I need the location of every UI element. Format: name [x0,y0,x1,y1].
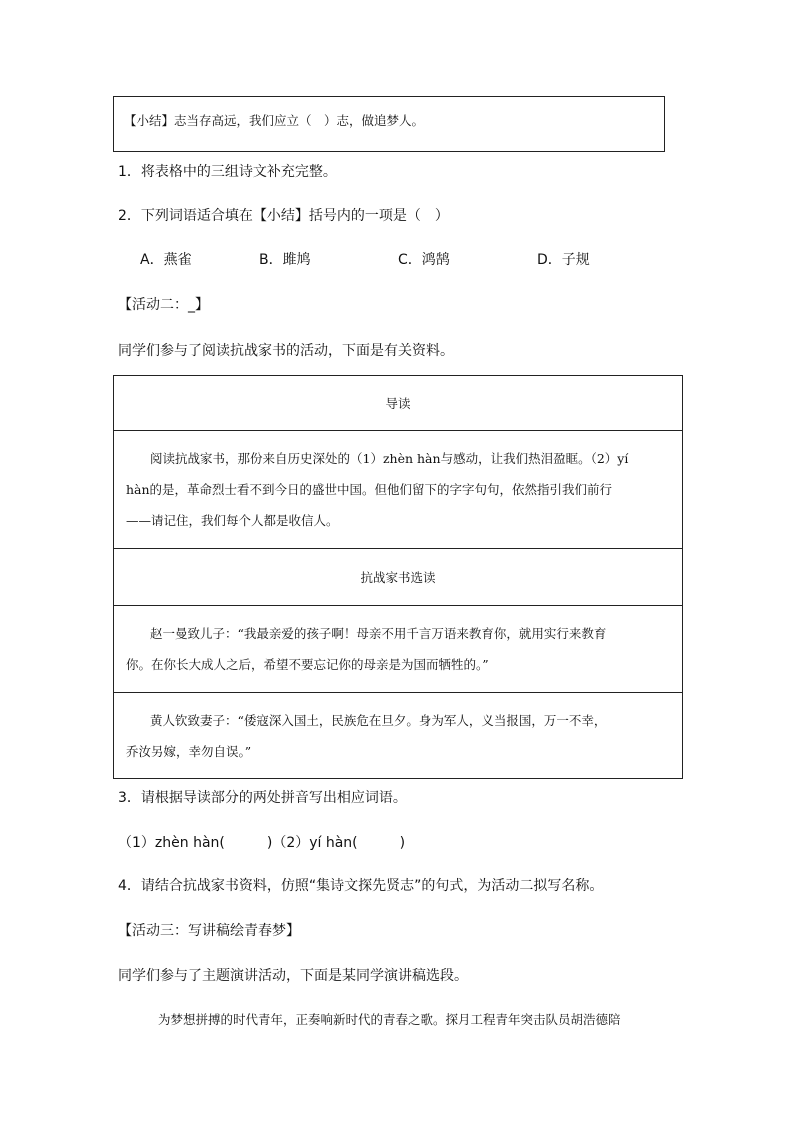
guide-cell [114,431,683,549]
question-1: 1．将表格中的三组诗文补充完整。 [118,164,337,180]
letter-line: 乔汝另嫁，幸勿自误。” [126,743,252,759]
letter-1-paragraph [126,618,670,680]
activity-2-title: 【活动二：_】 [118,297,209,313]
question-3: 3．请根据导读部分的两处拼音写出相应词语。 [118,790,407,806]
summary-text: 【小结】志当存高远，我们应立（ ）志，做追梦人。 [124,113,425,128]
letter-line: 赵一曼致儿子：“我最亲爱的孩子啊！母亲不用千言万语来教育你，就用实行来教育 [150,626,607,641]
letter-line: 你。在你长大成人之后，希望不要忘记你的母亲是为国而牺牲的。” [126,657,489,672]
activity-2-intro: 同学们参与了阅读抗战家书的活动，下面是有关资料。 [118,343,454,359]
activity-3-title: 【活动三：写讲稿绘青春梦】 [118,923,300,939]
option-c: C．鸿鹄 [398,252,450,268]
option-d: D．子规 [537,252,590,268]
question-3-answer-line: （1）zhèn hàn( )（2）yí hàn( ) [118,835,406,851]
speech-excerpt: 为梦想拼搏的时代青年，正奏响新时代的青春之歌。探月工程青年突击队员胡浩德陪 [158,1012,621,1027]
guide-line: 阅读抗战家书，那份来自历史深处的（1）zhèn hàn与感动，让我们热泪盈眶。（2）yí [150,451,629,466]
letter-line: 黄人钦致妻子：“倭寇深入国土，民族危在旦夕。身为军人，义当报国，万一不幸， [150,712,607,728]
guide-paragraph [126,443,670,536]
question-4: 4．请结合抗战家书资料，仿照“集诗文探先贤志”的句式，为活动二拟写名称。 [118,878,604,894]
letter-1-cell [114,606,683,693]
summary-box [113,96,665,152]
option-b: B．雎鸠 [259,252,311,268]
letter-2-paragraph [126,705,670,767]
guide-line: hàn的是，革命烈士看不到今日的盛世中国。但他们留下的字字句句，依然指引我们前行 [126,482,613,497]
activity-3-intro: 同学们参与了主题演讲活动，下面是某同学演讲稿选段。 [118,968,468,984]
letters-header: 抗战家书选读 [114,549,683,606]
guide-header: 导读 [114,376,683,431]
option-a: A．燕雀 [140,252,192,268]
question-2: 2．下列词语适合填在【小结】括号内的一项是（ ） [118,208,449,224]
guide-line: ——请记住，我们每个人都是收信人。 [126,513,339,528]
reading-table [113,375,683,779]
letter-2-cell [114,693,683,779]
